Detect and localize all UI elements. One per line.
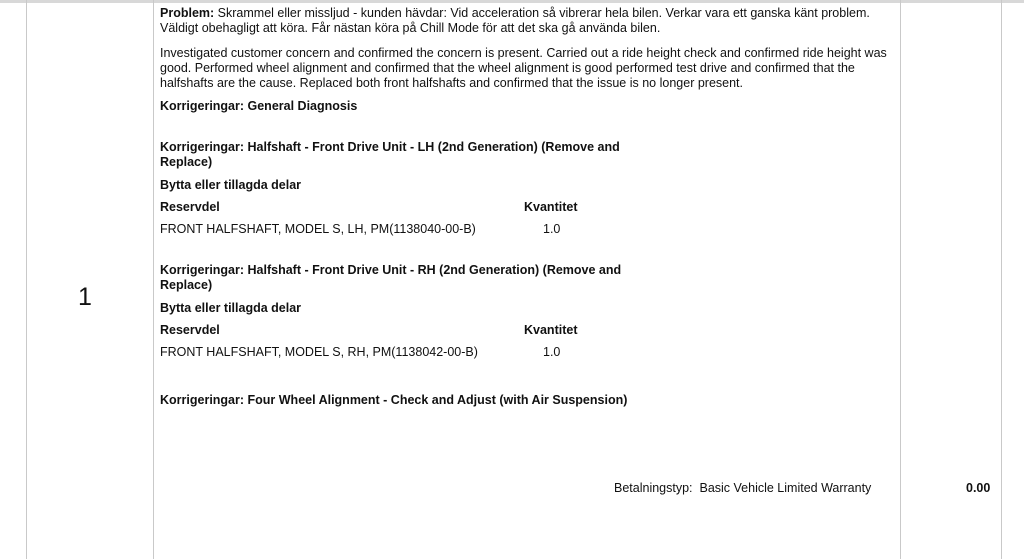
parts-heading: Bytta eller tillagda delar — [160, 178, 302, 192]
problem-text: Skrammel eller missljud - kunden hävdar: Vid acceleration så vibrerar hela bilen. Verkar vara ett ganska känt problem. Väldigt obehagligt att köra. Får nästan köra på Chill Mode för att det ska gå använda bilen. — [160, 6, 870, 35]
parts-table-header — [160, 323, 890, 338]
row-number: 1 — [78, 283, 92, 311]
problem-label: Problem: — [160, 6, 215, 20]
col-part: Reservdel — [160, 323, 220, 337]
correction-title: Korrigeringar: Four Wheel Alignment - Check and Adjust (with Air Suspension) — [160, 393, 628, 407]
part-qty: 1.0 — [543, 345, 561, 359]
problem-statement — [160, 6, 890, 36]
payment-amount: 0.00 — [966, 481, 991, 495]
parts-heading: Bytta eller tillagda delar — [160, 301, 302, 315]
work-description — [160, 6, 890, 408]
column-divider — [1001, 0, 1002, 559]
table-row — [160, 345, 890, 360]
table-row — [160, 222, 890, 237]
col-part: Reservdel — [160, 200, 220, 214]
payment-type — [614, 481, 871, 495]
column-divider — [153, 0, 154, 559]
parts-table-header — [160, 200, 890, 215]
part-qty: 1.0 — [543, 222, 561, 236]
column-divider — [900, 0, 901, 559]
correction-title: Korrigeringar: Halfshaft - Front Drive Unit - RH (2nd Generation) (Remove and Replace) — [160, 263, 622, 292]
part-name: FRONT HALFSHAFT, MODEL S, RH, PM(1138042-00-B) — [160, 345, 478, 359]
col-qty: Kvantitet — [524, 323, 578, 337]
correction-title: Korrigeringar: General Diagnosis — [160, 99, 358, 113]
correction-title: Korrigeringar: Halfshaft - Front Drive Unit - LH (2nd Generation) (Remove and Replace) — [160, 140, 620, 169]
column-divider — [26, 0, 27, 559]
part-name: FRONT HALFSHAFT, MODEL S, LH, PM(1138040-00-B) — [160, 222, 476, 236]
diagnosis-text: Investigated customer concern and confirmed the concern is present. Carried out a ride height check and confirmed ride height was good. Performed wheel alignment and confirmed that the wheel alignment is good performed test drive and confirmed that the halfshafts are the cause. Replaced both front halfshafts and confirmed that the issue is no longer present. — [160, 46, 887, 90]
payment-value: Basic Vehicle Limited Warranty — [699, 481, 872, 495]
col-qty: Kvantitet — [524, 200, 578, 214]
payment-label: Betalningstyp: — [614, 481, 693, 495]
